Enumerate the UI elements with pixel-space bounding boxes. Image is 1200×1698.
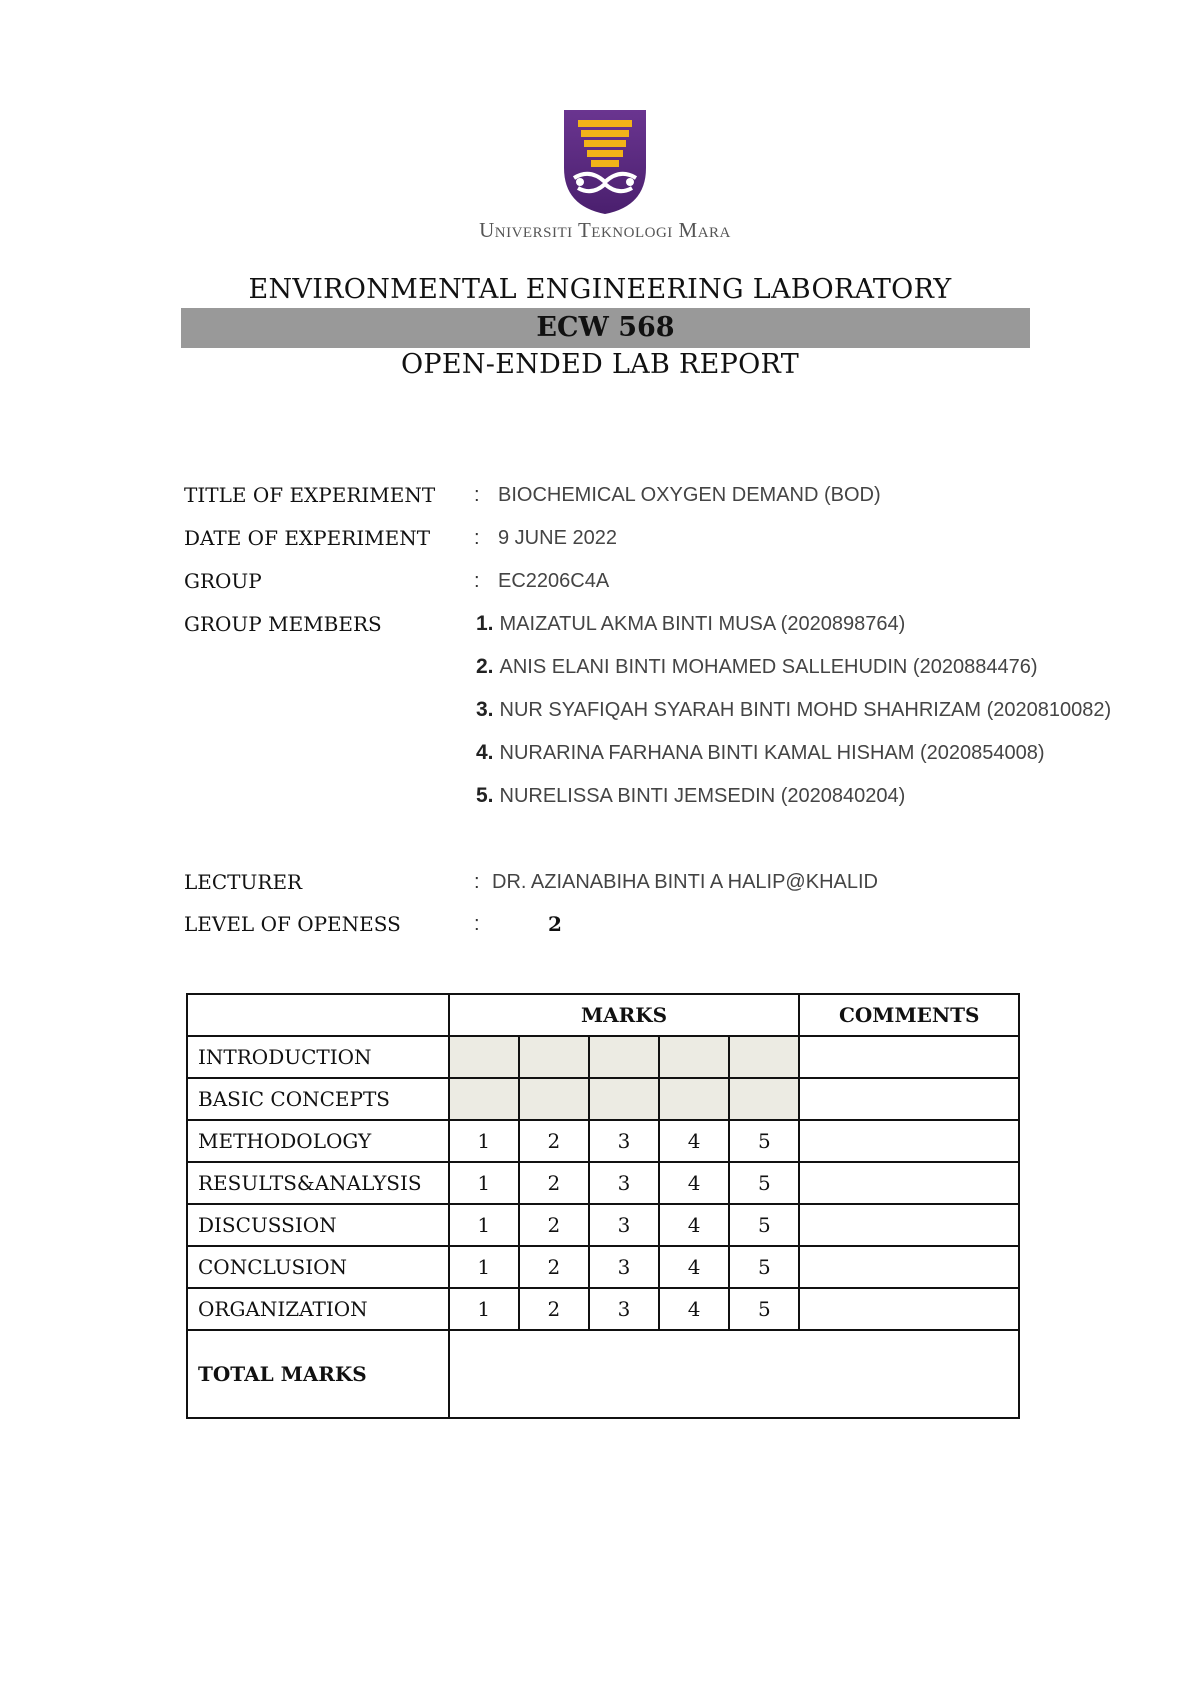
score-cell[interactable]: 3 [589,1204,659,1246]
table-row [187,1036,1019,1078]
score-cell[interactable]: 1 [449,1204,519,1246]
score-cell[interactable]: 4 [659,1162,729,1204]
title-colon: : [474,484,480,506]
comment-cell[interactable] [799,1078,1019,1120]
comments-header: COMMENTS [799,994,1019,1036]
score-cell[interactable]: 5 [729,1288,799,1330]
member-name: ANIS ELANI BINTI MOHAMED SALLEHUDIN (2020884476) [499,656,1038,678]
table-row [187,1204,1019,1246]
score-cell[interactable]: 4 [659,1204,729,1246]
lecturer-colon: : [474,871,480,893]
criterion-label: RESULTS&ANALYSIS [187,1162,449,1204]
table-row [187,1120,1019,1162]
members-label: GROUP MEMBERS [184,612,382,636]
member-name: NURARINA FARHANA BINTI KAMAL HISHAM (2020854008) [499,742,1045,764]
score-cell[interactable] [519,1036,589,1078]
group-colon: : [474,570,480,592]
member-item [476,784,905,808]
member-number: 2. [476,655,494,678]
member-name: NUR SYAFIQAH SYARAH BINTI MOHD SHAHRIZAM (2020810082) [499,699,1112,721]
member-item [476,698,1111,722]
date-label: DATE OF EXPERIMENT [184,526,431,550]
course-code-bar [181,308,1030,348]
score-cell[interactable]: 2 [519,1288,589,1330]
score-cell[interactable]: 1 [449,1246,519,1288]
member-number: 4. [476,741,494,764]
university-logo [455,108,755,243]
comment-cell[interactable] [799,1036,1019,1078]
comment-cell[interactable] [799,1204,1019,1246]
criterion-label: INTRODUCTION [187,1036,449,1078]
title-label: TITLE OF EXPERIMENT [184,483,436,507]
lab-title: ENVIRONMENTAL ENGINEERING LABORATORY [248,274,952,305]
score-cell[interactable] [589,1036,659,1078]
score-cell[interactable]: 2 [519,1120,589,1162]
member-number: 5. [476,784,494,807]
score-cell[interactable] [449,1078,519,1120]
criterion-label: METHODOLOGY [187,1120,449,1162]
marks-header: MARKS [449,994,800,1036]
score-cell[interactable]: 3 [589,1162,659,1204]
total-marks-cell[interactable] [449,1330,1019,1418]
score-cell[interactable]: 1 [449,1288,519,1330]
score-cell[interactable]: 2 [519,1162,589,1204]
criterion-label: CONCLUSION [187,1246,449,1288]
comment-cell[interactable] [799,1246,1019,1288]
score-cell[interactable]: 5 [729,1204,799,1246]
marks-table [186,993,1020,1419]
score-cell[interactable] [729,1036,799,1078]
score-cell[interactable] [659,1036,729,1078]
score-cell[interactable]: 2 [519,1204,589,1246]
date-colon: : [474,527,480,549]
level-value: 2 [548,912,562,936]
table-row [187,1078,1019,1120]
score-cell[interactable]: 3 [589,1120,659,1162]
table-row [187,1288,1019,1330]
course-code: ECW 568 [536,312,675,343]
comment-cell[interactable] [799,1120,1019,1162]
score-cell[interactable]: 5 [729,1120,799,1162]
member-name: MAIZATUL AKMA BINTI MUSA (2020898764) [499,613,906,635]
criterion-label: DISCUSSION [187,1204,449,1246]
member-number: 1. [476,612,494,635]
total-marks-label: TOTAL MARKS [187,1330,449,1418]
score-cell[interactable]: 4 [659,1120,729,1162]
university-name: Universiti Teknologi Mara [479,218,731,242]
member-item [476,655,1037,679]
uitm-crest-icon [560,108,650,216]
table-row [187,1246,1019,1288]
score-cell[interactable]: 4 [659,1246,729,1288]
total-row [187,1330,1019,1418]
criterion-label: BASIC CONCEPTS [187,1078,449,1120]
criterion-label: ORGANIZATION [187,1288,449,1330]
report-type: OPEN-ENDED LAB REPORT [400,349,800,380]
lecturer-label: LECTURER [184,870,303,894]
score-cell[interactable]: 1 [449,1162,519,1204]
title-value: BIOCHEMICAL OXYGEN DEMAND (BOD) [498,484,881,506]
member-item [476,612,905,636]
score-cell[interactable]: 4 [659,1288,729,1330]
member-name: NURELISSA BINTI JEMSEDIN (2020840204) [499,785,906,807]
score-cell[interactable]: 5 [729,1162,799,1204]
group-value: EC2206C4A [498,570,610,592]
member-number: 3. [476,698,494,721]
member-item [476,741,1045,765]
criterion-header [187,994,449,1036]
level-colon: : [474,913,480,935]
score-cell[interactable]: 3 [589,1246,659,1288]
score-cell[interactable]: 2 [519,1246,589,1288]
comment-cell[interactable] [799,1162,1019,1204]
date-value: 9 JUNE 2022 [498,527,617,549]
score-cell[interactable]: 1 [449,1120,519,1162]
table-header-row [187,994,1019,1036]
score-cell[interactable] [589,1078,659,1120]
score-cell[interactable] [729,1078,799,1120]
score-cell[interactable]: 3 [589,1288,659,1330]
score-cell[interactable] [659,1078,729,1120]
level-label: LEVEL OF OPENESS [184,912,401,936]
table-row [187,1162,1019,1204]
score-cell[interactable]: 5 [729,1246,799,1288]
score-cell[interactable] [449,1036,519,1078]
score-cell[interactable] [519,1078,589,1120]
group-label: GROUP [184,569,262,593]
lecturer-value: DR. AZIANABIHA BINTI A HALIP@KHALID [492,871,878,893]
comment-cell[interactable] [799,1288,1019,1330]
